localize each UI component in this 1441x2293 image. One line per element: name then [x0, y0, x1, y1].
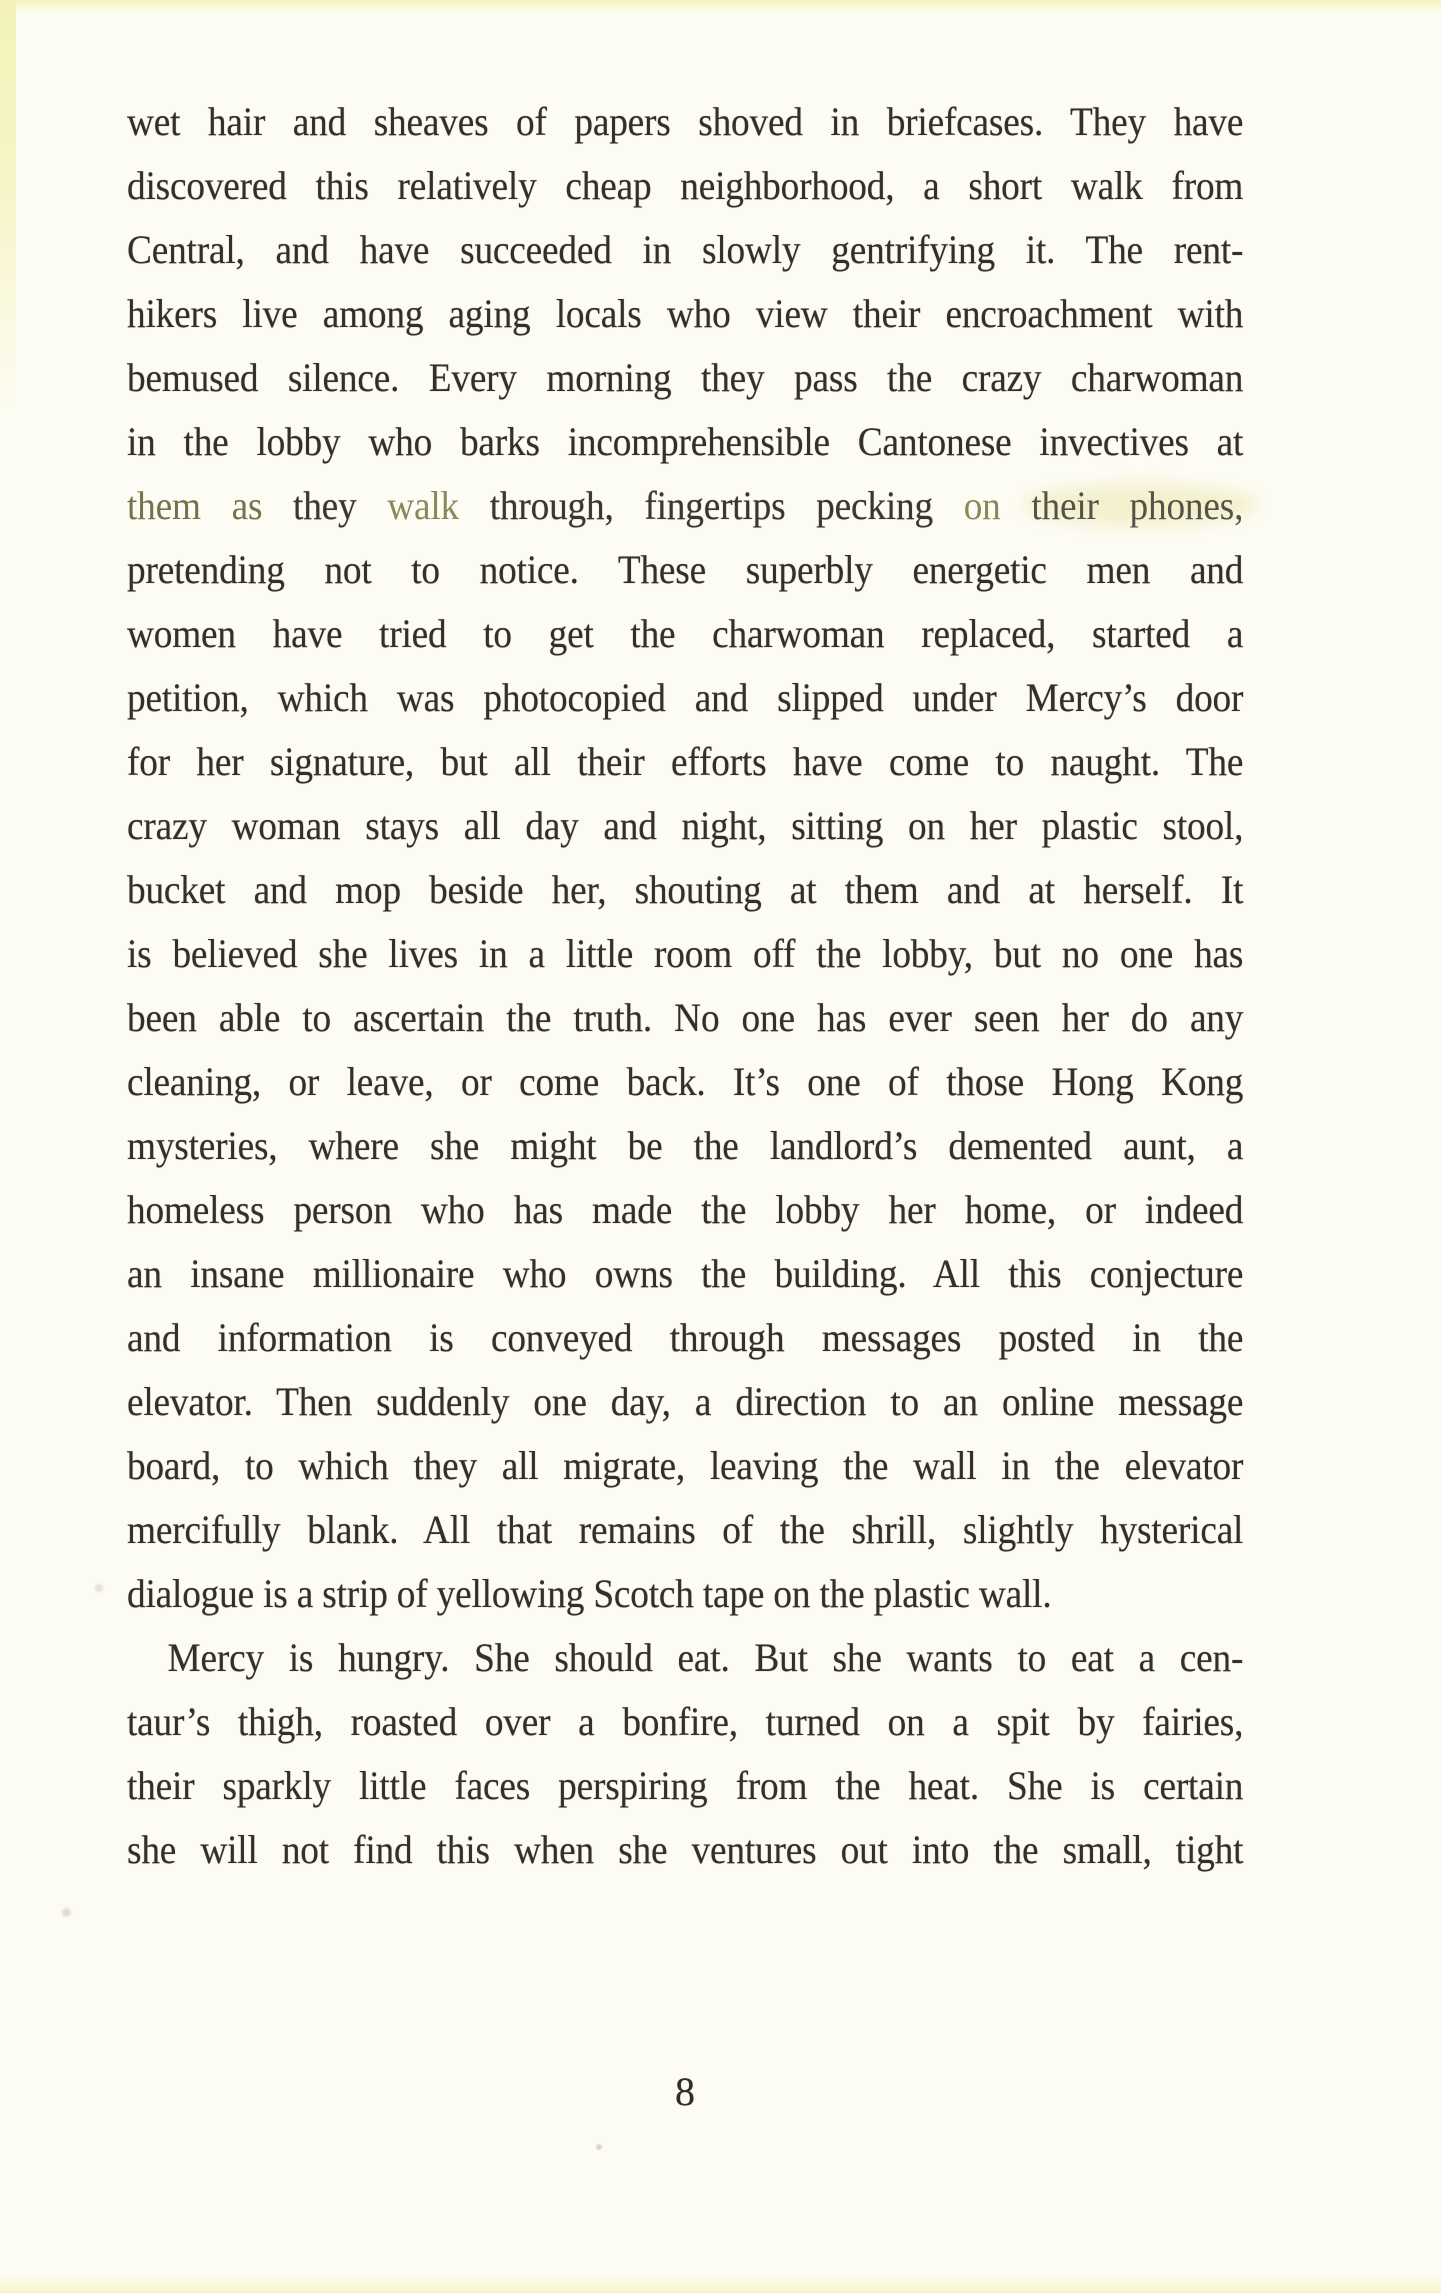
text-line: their sparkly little faces perspiring from the heat. She is certain [127, 1763, 1244, 1808]
scan-speck [62, 1908, 71, 1917]
text-line: homeless person who has made the lobby her home, or indeed [127, 1187, 1244, 1232]
text-segment: through, fingertips pecking [489, 483, 964, 528]
text-line: bucket and mop beside her, shouting at them and at herself. It [127, 867, 1244, 912]
scan-edge-top [0, 0, 1441, 14]
text-line [127, 474, 1243, 538]
text-line: crazy woman stays all day and night, sitting on her plastic stool, [127, 803, 1244, 848]
text-line: discovered this relatively cheap neighborhood, a short walk from [127, 163, 1244, 208]
text-line: board, to which they all migrate, leaving the wall in the elevator [127, 1443, 1244, 1488]
text-segment: they [293, 483, 388, 528]
text-line: for her signature, but all their efforts have come to naught. The [127, 739, 1244, 784]
text-line: she will not find this when she ventures out into the small, tight [127, 1827, 1244, 1872]
text-segment: walk [387, 483, 490, 528]
scan-edge-bottom [0, 2273, 1441, 2293]
text-line: pretending not to notice. These superbly energetic men and [127, 547, 1244, 592]
scan-speck [95, 1584, 103, 1592]
text-line: mercifully blank. All that remains of the shrill, slightly hysterical [127, 1507, 1244, 1552]
text-line: Central, and have succeeded in slowly gentrifying it. The rent- [127, 227, 1244, 272]
page-number: 8 [675, 2069, 695, 2114]
scan-edge-left [0, 0, 16, 420]
text-line: hikers live among aging locals who view their encroachment with [127, 291, 1244, 336]
text-segment: phones, [1129, 483, 1244, 528]
text-line: in the lobby who barks incomprehensible Cantonese invectives at [127, 419, 1244, 464]
text-line: Mercy is hungry. She should eat. But she wants to eat a cen- [167, 1635, 1244, 1680]
text-line: bemused silence. Every morning they pass the crazy charwoman [127, 355, 1244, 400]
text-segment: them as [127, 483, 294, 528]
text-line: an insane millionaire who owns the building. All this conjecture [127, 1251, 1244, 1296]
text-line: petition, which was photocopied and slipped under Mercy’s door [127, 675, 1244, 720]
scan-speck [596, 2144, 602, 2150]
text-line: and information is conveyed through messages posted in the [127, 1315, 1244, 1360]
text-line: is believed she lives in a little room off the lobby, but no one has [127, 931, 1244, 976]
text-line: women have tried to get the charwoman replaced, started a [127, 611, 1244, 656]
text-block [127, 90, 1243, 1882]
text-line: taur’s thigh, roasted over a bonfire, turned on a spit by fairies, [127, 1699, 1244, 1744]
text-segment: on [963, 483, 1032, 528]
text-line: elevator. Then suddenly one day, a direction to an online message [127, 1379, 1244, 1424]
text-line: mysteries, where she might be the landlord’s demented aunt, a [127, 1123, 1244, 1168]
text-line: dialogue is a strip of yellowing Scotch tape on the plastic wall. [127, 1571, 1052, 1616]
text-line: cleaning, or leave, or come back. It’s one of those Hong Kong [127, 1059, 1244, 1104]
text-line: wet hair and sheaves of papers shoved in briefcases. They have [127, 99, 1244, 144]
text-segment: their [1031, 483, 1130, 528]
text-line: been able to ascertain the truth. No one has ever seen her do any [127, 995, 1244, 1040]
